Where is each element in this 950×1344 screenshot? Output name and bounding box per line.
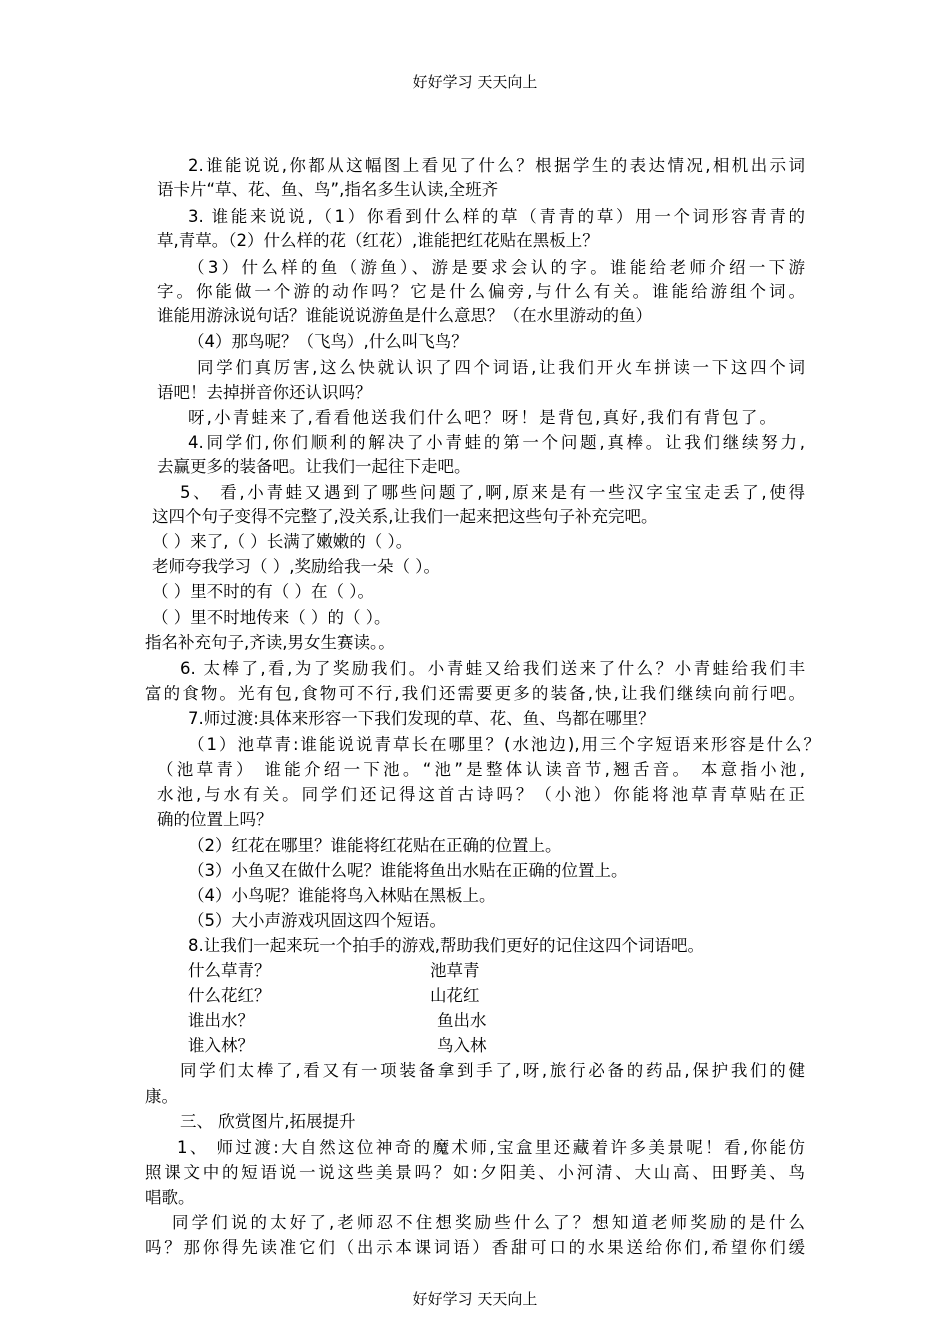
text-line: （ ）里不时地传来（ ）的（ ）。 xyxy=(152,608,391,627)
text-line: 康。 xyxy=(145,1087,178,1106)
text-line: 老师夸我学习（ ）,奖励给我一朵（ ）。 xyxy=(152,557,440,576)
text-line: 7.师过渡:具体来形容一下我们发现的草、花、鱼、鸟都在哪里？ xyxy=(188,709,655,728)
text-line: 同学们太棒了,看又有一项装备拿到手了,呀,旅行必备的药品,保护我们的健 xyxy=(180,1061,805,1080)
section-heading: 三、 欣赏图片,拓展提升 xyxy=(180,1112,356,1131)
text-line: （池草青） 谁能介绍一下池。“池”是整体认读音节,翘舌音。 本意指小池, xyxy=(157,760,805,779)
text-line: 谁能用游泳说句话？谁能说说游鱼是什么意思？（在水里游动的鱼） xyxy=(157,306,652,325)
text-line: 去赢更多的装备吧。让我们一起往下走吧。 xyxy=(157,457,471,476)
text-line: （5）大小声游戏巩固这四个短语。 xyxy=(188,911,446,930)
text-line: 吗？那你得先读准它们（出示本课词语）香甜可口的水果送给你们,希望你们缓 xyxy=(145,1238,805,1257)
text-line: （4）那鸟呢？（飞鸟）,什么叫飞鸟？ xyxy=(188,332,468,351)
text-line: 语吧！去掉拼音你还认识吗？ xyxy=(157,383,372,402)
text-line: （3）小鱼又在做什么呢？谁能将鱼出水贴在正确的位置上。 xyxy=(188,861,628,880)
text-line: 指名补充句子,齐读,男女生赛读。。 xyxy=(145,633,395,652)
text-line: 同学们真厉害,这么快就认识了四个词语,让我们开火车拼读一下这四个词 xyxy=(197,358,805,377)
text-line: （2）红花在哪里？谁能将红花贴在正确的位置上。 xyxy=(188,836,562,855)
clap-game-answer: 池草青 xyxy=(430,961,480,980)
clap-game-answer: 鱼出水 xyxy=(437,1011,487,1030)
text-line: （ ）来了,（ ）长满了嫩嫩的（ ）。 xyxy=(152,532,413,551)
text-line: 8.让我们一起来玩一个拍手的游戏,帮助我们更好的记住这四个词语吧。 xyxy=(188,936,704,955)
clap-game-answer: 山花红 xyxy=(430,986,480,1005)
text-line: 4.同学们,你们顺利的解决了小青蛙的第一个问题,真棒。让我们继续努力, xyxy=(188,433,805,452)
page-header: 好好学习 天天向上 xyxy=(412,73,538,91)
text-line: 2.谁能说说,你都从这幅图上看见了什么？根据学生的表达情况,相机出示词 xyxy=(188,156,805,175)
text-line: 1、 师过渡:大自然这位神奇的魔术师,宝盒里还藏着许多美景呢！看,你能仿 xyxy=(177,1138,805,1157)
clap-game-question: 什么花红？ xyxy=(188,986,271,1005)
text-line: （ ）里不时的有（ ）在（ ）。 xyxy=(152,582,374,601)
page-footer: 好好学习 天天向上 xyxy=(412,1290,538,1308)
clap-game-question: 谁出水？ xyxy=(188,1011,254,1030)
text-line: （1）池草青:谁能说说青草长在哪里？(水池边),用三个字短语来形容是什么？ xyxy=(188,735,820,754)
text-line: 照课文中的短语说一说这些美景吗？如:夕阳美、小河清、大山高、田野美、鸟 xyxy=(145,1163,805,1182)
text-line: 语卡片“草、花、鱼、鸟”,指名多生认读,全班齐 xyxy=(157,180,499,199)
text-line: 5、 看,小青蛙又遇到了哪些问题了,啊,原来是有一些汉字宝宝走丢了,使得 xyxy=(180,483,805,502)
text-line: 呀,小青蛙来了,看看他送我们什么吧？呀！是背包,真好,我们有背包了。 xyxy=(188,408,776,427)
clap-game-question: 谁入林？ xyxy=(188,1036,254,1055)
text-line: 水池,与水有关。同学们还记得这首古诗吗？（小池）你能将池草青草贴在正 xyxy=(157,785,805,804)
text-line: 草,青草。（2）什么样的花（红花）,谁能把红花贴在黑板上？ xyxy=(157,231,599,250)
text-line: 同学们说的太好了,老师忍不住想奖励些什么了？想知道老师奖励的是什么 xyxy=(172,1213,805,1232)
text-line: 唱歌。 xyxy=(145,1188,195,1207)
text-line: 富的食物。光有包,食物可不行,我们还需要更多的装备,快,让我们继续向前行吧。 xyxy=(145,684,805,703)
text-line: 6. 太棒了,看,为了奖励我们。小青蛙又给我们送来了什么？小青蛙给我们丰 xyxy=(180,659,805,678)
text-line: 3. 谁能来说说,（1）你看到什么样的草（青青的草）用一个词形容青青的 xyxy=(188,207,805,226)
text-line: （4）小鸟呢？谁能将鸟入林贴在黑板上。 xyxy=(188,886,496,905)
text-line: 确的位置上吗？ xyxy=(157,810,273,829)
text-line: （3）什么样的鱼（游鱼）、游是要求会认的字。谁能给老师介绍一下游 xyxy=(188,258,805,277)
clap-game-answer: 鸟入林 xyxy=(437,1036,487,1055)
clap-game-question: 什么草青？ xyxy=(188,961,271,980)
text-line: 这四个句子变得不完整了,没关系,让我们一起来把这些句子补充完吧。 xyxy=(152,507,658,526)
text-line: 字。你能做一个游的动作吗？它是什么偏旁,与什么有关。谁能给游组个词。 xyxy=(157,282,805,301)
